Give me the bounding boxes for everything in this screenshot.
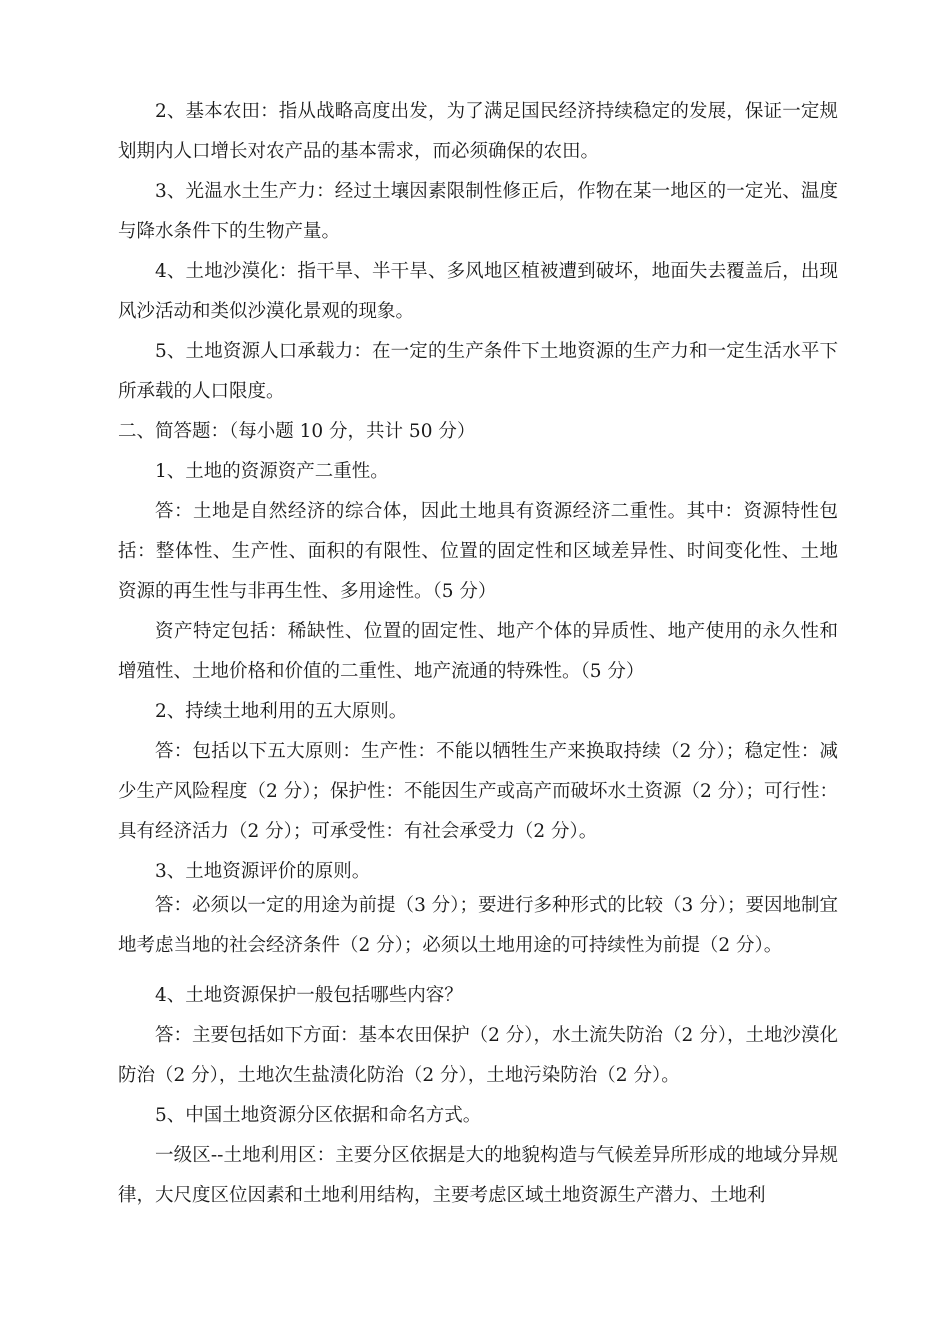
question-2: 2、持续土地利用的五大原则。 [155, 701, 408, 722]
answer-5-part-1: 一级区--土地利用区：主要分区依据是大的地貌构造与气候差异所形成的地域分异规律，大尺度区位因素和土地利用结构，主要考虑区域土地资源生产潜力、土地利 [118, 1145, 838, 1206]
document-body [118, 92, 838, 1216]
answer-2: 答：包括以下五大原则：生产性：不能以牺牲生产来换取持续（2 分）；稳定性：减少生产风险程度（2 分）；保护性：不能因生产或高产而破坏水土资源（2 分）；可行性：具有经济活力（2 分）；可承受性：有社会承受力（2 分）。 [118, 741, 838, 842]
answer-1-part-2: 资产特定包括：稀缺性、位置的固定性、地产个体的异质性、地产使用的永久性和增殖性、土地价格和价值的二重性、地产流通的特殊性。（5 分） [118, 621, 838, 682]
definition-basic-farmland: 2、基本农田：指从战略高度出发，为了满足国民经济持续稳定的发展，保证一定规划期内人口增长对农产品的基本需求，而必须确保的农田。 [118, 101, 838, 162]
question-5: 5、中国土地资源分区依据和命名方式。 [155, 1105, 482, 1126]
answer-4: 答：主要包括如下方面：基本农田保护（2 分），水土流失防治（2 分），土地沙漠化防治（2 分），土地次生盐渍化防治（2 分），土地污染防治（2 分）。 [118, 1025, 838, 1086]
question-4: 4、土地资源保护一般包括哪些内容？ [155, 985, 463, 1006]
answer-1-part-1: 答：土地是自然经济的综合体，因此土地具有资源经济二重性。其中：资源特性包括：整体性、生产性、面积的有限性、位置的固定性和区域差异性、时间变化性、土地资源的再生性与非再生性、多用途性。（5 分） [118, 501, 838, 602]
question-3: 3、土地资源评价的原则。 [155, 861, 371, 882]
definition-land-desertification: 4、土地沙漠化：指干旱、半干旱、多风地区植被遭到破坏，地面失去覆盖后，出现风沙活动和类似沙漠化景观的现象。 [118, 261, 838, 322]
answer-3: 答：必须以一定的用途为前提（3 分）；要进行多种形式的比较（3 分）；要因地制宜地考虑当地的社会经济条件（2 分）；必须以土地用途的可持续性为前提（2 分）。 [118, 895, 838, 956]
definition-light-temp-water-soil-productivity: 3、光温水土生产力：经过土壤因素限制性修正后，作物在某一地区的一定光、温度与降水条件下的生物产量。 [118, 181, 838, 242]
definition-population-carrying-capacity: 5、土地资源人口承载力：在一定的生产条件下土地资源的生产力和一定生活水平下所承载的人口限度。 [118, 341, 838, 402]
section-heading-short-answer: 二、简答题：（每小题 10 分，共计 50 分） [118, 421, 476, 442]
question-1: 1、土地的资源资产二重性。 [155, 461, 389, 482]
